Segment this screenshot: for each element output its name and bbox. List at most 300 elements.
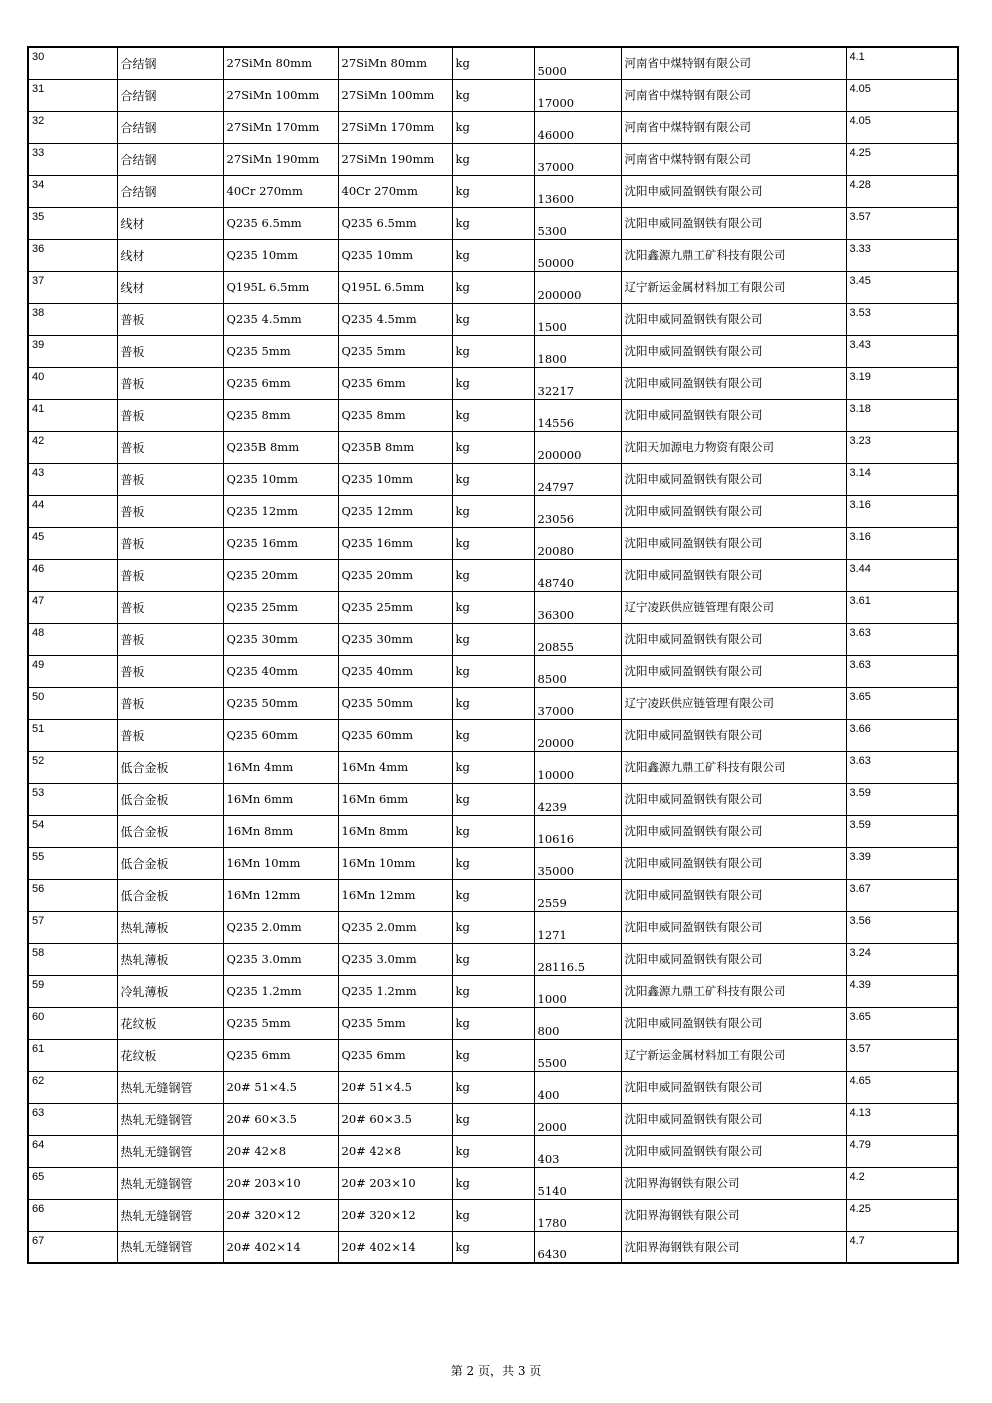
table-row: [28, 47, 958, 79]
specification-cell: 20# 320×12: [223, 1199, 338, 1231]
table-row: [28, 1199, 958, 1231]
material-name-cell: 普板: [117, 719, 223, 751]
table-row: [28, 175, 958, 207]
table-row: [28, 1103, 958, 1135]
table-row: [28, 399, 958, 431]
specification-cell: 16Mn 8mm: [223, 815, 338, 847]
quantity-cell: 14556: [534, 399, 621, 431]
material-name-cell: 普板: [117, 527, 223, 559]
specification-cell: Q235 30mm: [223, 623, 338, 655]
model-cell: 27SiMn 170mm: [338, 111, 452, 143]
material-name-cell: 普板: [117, 495, 223, 527]
table-row: [28, 367, 958, 399]
unit-cell: kg: [452, 399, 534, 431]
supplier-cell: 沈阳界海钢铁有限公司: [621, 1199, 846, 1231]
row-number-cell: 62: [28, 1071, 117, 1103]
material-name-cell: 普板: [117, 367, 223, 399]
specification-cell: Q235 40mm: [223, 655, 338, 687]
supplier-cell: 沈阳申威同盈钢铁有限公司: [621, 943, 846, 975]
material-name-cell: 热轧无缝钢管: [117, 1071, 223, 1103]
supplier-cell: 沈阳申威同盈钢铁有限公司: [621, 847, 846, 879]
material-name-cell: 热轧无缝钢管: [117, 1199, 223, 1231]
supplier-cell: 沈阳申威同盈钢铁有限公司: [621, 719, 846, 751]
unit-price-cell: 3.61: [846, 591, 958, 623]
quantity-cell: 400: [534, 1071, 621, 1103]
table-row: [28, 1167, 958, 1199]
supplier-cell: 沈阳申威同盈钢铁有限公司: [621, 559, 846, 591]
price-table: [27, 46, 959, 1264]
quantity-cell: 20080: [534, 527, 621, 559]
unit-cell: kg: [452, 975, 534, 1007]
quantity-cell: 36300: [534, 591, 621, 623]
supplier-cell: 辽宁新运金属材料加工有限公司: [621, 271, 846, 303]
unit-price-cell: 4.25: [846, 1199, 958, 1231]
material-name-cell: 低合金板: [117, 783, 223, 815]
quantity-cell: 5140: [534, 1167, 621, 1199]
supplier-cell: 辽宁凌跃供应链管理有限公司: [621, 591, 846, 623]
supplier-cell: 沈阳申威同盈钢铁有限公司: [621, 1135, 846, 1167]
table-body: [28, 47, 958, 1263]
unit-price-cell: 3.39: [846, 847, 958, 879]
unit-price-cell: 4.2: [846, 1167, 958, 1199]
unit-price-cell: 3.19: [846, 367, 958, 399]
table-row: [28, 1007, 958, 1039]
model-cell: 27SiMn 190mm: [338, 143, 452, 175]
row-number-cell: 42: [28, 431, 117, 463]
supplier-cell: 沈阳申威同盈钢铁有限公司: [621, 207, 846, 239]
specification-cell: 16Mn 12mm: [223, 879, 338, 911]
table-row: [28, 303, 958, 335]
specification-cell: Q235 3.0mm: [223, 943, 338, 975]
quantity-cell: 23056: [534, 495, 621, 527]
material-name-cell: 花纹板: [117, 1039, 223, 1071]
material-name-cell: 普板: [117, 687, 223, 719]
unit-cell: kg: [452, 847, 534, 879]
material-name-cell: 普板: [117, 303, 223, 335]
quantity-cell: 1000: [534, 975, 621, 1007]
specification-cell: 16Mn 10mm: [223, 847, 338, 879]
unit-price-cell: 3.57: [846, 207, 958, 239]
specification-cell: 40Cr 270mm: [223, 175, 338, 207]
specification-cell: Q235 8mm: [223, 399, 338, 431]
quantity-cell: 46000: [534, 111, 621, 143]
row-number-cell: 46: [28, 559, 117, 591]
model-cell: 20# 51×4.5: [338, 1071, 452, 1103]
specification-cell: Q235 16mm: [223, 527, 338, 559]
model-cell: Q235 3.0mm: [338, 943, 452, 975]
quantity-cell: 6430: [534, 1231, 621, 1263]
unit-cell: kg: [452, 687, 534, 719]
specification-cell: Q235 10mm: [223, 463, 338, 495]
specification-cell: 16Mn 4mm: [223, 751, 338, 783]
row-number-cell: 59: [28, 975, 117, 1007]
model-cell: 16Mn 4mm: [338, 751, 452, 783]
model-cell: Q235 6mm: [338, 1039, 452, 1071]
quantity-cell: 200000: [534, 431, 621, 463]
model-cell: Q235 8mm: [338, 399, 452, 431]
unit-cell: kg: [452, 207, 534, 239]
table-row: [28, 687, 958, 719]
supplier-cell: 沈阳申威同盈钢铁有限公司: [621, 783, 846, 815]
unit-price-cell: 4.28: [846, 175, 958, 207]
quantity-cell: 13600: [534, 175, 621, 207]
row-number-cell: 37: [28, 271, 117, 303]
supplier-cell: 河南省中煤特钢有限公司: [621, 143, 846, 175]
row-number-cell: 64: [28, 1135, 117, 1167]
unit-price-cell: 3.57: [846, 1039, 958, 1071]
table-row: [28, 943, 958, 975]
unit-price-cell: 3.53: [846, 303, 958, 335]
specification-cell: Q235 60mm: [223, 719, 338, 751]
row-number-cell: 56: [28, 879, 117, 911]
supplier-cell: 沈阳申威同盈钢铁有限公司: [621, 1103, 846, 1135]
unit-price-cell: 4.05: [846, 79, 958, 111]
table-row: [28, 815, 958, 847]
model-cell: Q235 40mm: [338, 655, 452, 687]
material-name-cell: 合结钢: [117, 47, 223, 79]
material-name-cell: 合结钢: [117, 143, 223, 175]
unit-price-cell: 3.33: [846, 239, 958, 271]
quantity-cell: 800: [534, 1007, 621, 1039]
table-row: [28, 1071, 958, 1103]
table-row: [28, 783, 958, 815]
unit-price-cell: 3.59: [846, 783, 958, 815]
specification-cell: Q235 6.5mm: [223, 207, 338, 239]
unit-price-cell: 3.18: [846, 399, 958, 431]
specification-cell: 27SiMn 80mm: [223, 47, 338, 79]
model-cell: Q235 10mm: [338, 239, 452, 271]
model-cell: Q235 10mm: [338, 463, 452, 495]
row-number-cell: 44: [28, 495, 117, 527]
material-name-cell: 花纹板: [117, 1007, 223, 1039]
supplier-cell: 辽宁凌跃供应链管理有限公司: [621, 687, 846, 719]
unit-cell: kg: [452, 559, 534, 591]
material-name-cell: 普板: [117, 399, 223, 431]
unit-cell: kg: [452, 367, 534, 399]
model-cell: Q235 12mm: [338, 495, 452, 527]
model-cell: 27SiMn 80mm: [338, 47, 452, 79]
material-name-cell: 普板: [117, 591, 223, 623]
supplier-cell: 沈阳申威同盈钢铁有限公司: [621, 463, 846, 495]
table-row: [28, 111, 958, 143]
unit-cell: kg: [452, 239, 534, 271]
supplier-cell: 沈阳申威同盈钢铁有限公司: [621, 495, 846, 527]
supplier-cell: 沈阳申威同盈钢铁有限公司: [621, 911, 846, 943]
specification-cell: Q235 12mm: [223, 495, 338, 527]
unit-cell: kg: [452, 655, 534, 687]
specification-cell: Q235 4.5mm: [223, 303, 338, 335]
quantity-cell: 1500: [534, 303, 621, 335]
row-number-cell: 53: [28, 783, 117, 815]
table-row: [28, 271, 958, 303]
model-cell: Q235 25mm: [338, 591, 452, 623]
unit-cell: kg: [452, 751, 534, 783]
unit-cell: kg: [452, 591, 534, 623]
quantity-cell: 5500: [534, 1039, 621, 1071]
material-name-cell: 普板: [117, 463, 223, 495]
row-number-cell: 34: [28, 175, 117, 207]
row-number-cell: 40: [28, 367, 117, 399]
unit-cell: kg: [452, 719, 534, 751]
supplier-cell: 沈阳界海钢铁有限公司: [621, 1231, 846, 1263]
row-number-cell: 43: [28, 463, 117, 495]
material-name-cell: 合结钢: [117, 175, 223, 207]
unit-price-cell: 3.59: [846, 815, 958, 847]
supplier-cell: 沈阳申威同盈钢铁有限公司: [621, 335, 846, 367]
material-name-cell: 合结钢: [117, 111, 223, 143]
supplier-cell: 河南省中煤特钢有限公司: [621, 79, 846, 111]
table-row: [28, 239, 958, 271]
unit-cell: kg: [452, 431, 534, 463]
material-name-cell: 热轧薄板: [117, 911, 223, 943]
table-row: [28, 1039, 958, 1071]
model-cell: Q235 30mm: [338, 623, 452, 655]
supplier-cell: 沈阳申威同盈钢铁有限公司: [621, 815, 846, 847]
unit-price-cell: 3.65: [846, 687, 958, 719]
material-name-cell: 热轧无缝钢管: [117, 1135, 223, 1167]
unit-price-cell: 4.79: [846, 1135, 958, 1167]
supplier-cell: 沈阳申威同盈钢铁有限公司: [621, 527, 846, 559]
model-cell: 27SiMn 100mm: [338, 79, 452, 111]
specification-cell: 20# 42×8: [223, 1135, 338, 1167]
material-name-cell: 冷轧薄板: [117, 975, 223, 1007]
row-number-cell: 47: [28, 591, 117, 623]
material-name-cell: 线材: [117, 207, 223, 239]
row-number-cell: 39: [28, 335, 117, 367]
quantity-cell: 17000: [534, 79, 621, 111]
unit-price-cell: 3.65: [846, 1007, 958, 1039]
material-name-cell: 低合金板: [117, 751, 223, 783]
specification-cell: 20# 402×14: [223, 1231, 338, 1263]
material-name-cell: 低合金板: [117, 879, 223, 911]
model-cell: Q195L 6.5mm: [338, 271, 452, 303]
row-number-cell: 67: [28, 1231, 117, 1263]
supplier-cell: 沈阳鑫源九鼎工矿科技有限公司: [621, 975, 846, 1007]
material-name-cell: 热轧无缝钢管: [117, 1231, 223, 1263]
supplier-cell: 沈阳申威同盈钢铁有限公司: [621, 1007, 846, 1039]
supplier-cell: 辽宁新运金属材料加工有限公司: [621, 1039, 846, 1071]
unit-cell: kg: [452, 527, 534, 559]
supplier-cell: 沈阳申威同盈钢铁有限公司: [621, 655, 846, 687]
row-number-cell: 33: [28, 143, 117, 175]
table-row: [28, 655, 958, 687]
quantity-cell: 50000: [534, 239, 621, 271]
specification-cell: Q235 20mm: [223, 559, 338, 591]
unit-cell: kg: [452, 1167, 534, 1199]
material-name-cell: 普板: [117, 335, 223, 367]
model-cell: 20# 402×14: [338, 1231, 452, 1263]
unit-price-cell: 4.25: [846, 143, 958, 175]
unit-price-cell: 3.14: [846, 463, 958, 495]
material-name-cell: 普板: [117, 559, 223, 591]
table-row: [28, 527, 958, 559]
quantity-cell: 5000: [534, 47, 621, 79]
unit-cell: kg: [452, 79, 534, 111]
specification-cell: 20# 51×4.5: [223, 1071, 338, 1103]
unit-cell: kg: [452, 623, 534, 655]
row-number-cell: 31: [28, 79, 117, 111]
quantity-cell: 10000: [534, 751, 621, 783]
material-name-cell: 热轧无缝钢管: [117, 1103, 223, 1135]
model-cell: Q235 1.2mm: [338, 975, 452, 1007]
table-row: [28, 79, 958, 111]
specification-cell: Q235 2.0mm: [223, 911, 338, 943]
unit-price-cell: 4.65: [846, 1071, 958, 1103]
unit-price-cell: 3.16: [846, 495, 958, 527]
unit-cell: kg: [452, 495, 534, 527]
table-row: [28, 975, 958, 1007]
quantity-cell: 2559: [534, 879, 621, 911]
quantity-cell: 10616: [534, 815, 621, 847]
supplier-cell: 河南省中煤特钢有限公司: [621, 47, 846, 79]
material-name-cell: 热轧无缝钢管: [117, 1167, 223, 1199]
row-number-cell: 30: [28, 47, 117, 79]
table-row: [28, 495, 958, 527]
unit-cell: kg: [452, 111, 534, 143]
quantity-cell: 1800: [534, 335, 621, 367]
specification-cell: 27SiMn 170mm: [223, 111, 338, 143]
unit-cell: kg: [452, 783, 534, 815]
supplier-cell: 沈阳申威同盈钢铁有限公司: [621, 367, 846, 399]
supplier-cell: 沈阳鑫源九鼎工矿科技有限公司: [621, 239, 846, 271]
table-row: [28, 847, 958, 879]
unit-price-cell: 3.66: [846, 719, 958, 751]
material-name-cell: 热轧薄板: [117, 943, 223, 975]
row-number-cell: 48: [28, 623, 117, 655]
unit-cell: kg: [452, 815, 534, 847]
material-name-cell: 普板: [117, 655, 223, 687]
model-cell: Q235 4.5mm: [338, 303, 452, 335]
unit-cell: kg: [452, 175, 534, 207]
material-name-cell: 合结钢: [117, 79, 223, 111]
specification-cell: Q235 6mm: [223, 1039, 338, 1071]
specification-cell: Q235 25mm: [223, 591, 338, 623]
unit-price-cell: 3.56: [846, 911, 958, 943]
supplier-cell: 沈阳申威同盈钢铁有限公司: [621, 303, 846, 335]
unit-cell: kg: [452, 143, 534, 175]
row-number-cell: 66: [28, 1199, 117, 1231]
specification-cell: 27SiMn 190mm: [223, 143, 338, 175]
unit-cell: kg: [452, 1231, 534, 1263]
model-cell: Q235 60mm: [338, 719, 452, 751]
quantity-cell: 200000: [534, 271, 621, 303]
quantity-cell: 1271: [534, 911, 621, 943]
model-cell: Q235 16mm: [338, 527, 452, 559]
unit-price-cell: 3.24: [846, 943, 958, 975]
quantity-cell: 32217: [534, 367, 621, 399]
row-number-cell: 58: [28, 943, 117, 975]
quantity-cell: 37000: [534, 687, 621, 719]
row-number-cell: 63: [28, 1103, 117, 1135]
model-cell: 40Cr 270mm: [338, 175, 452, 207]
row-number-cell: 51: [28, 719, 117, 751]
supplier-cell: 沈阳申威同盈钢铁有限公司: [621, 175, 846, 207]
specification-cell: 20# 60×3.5: [223, 1103, 338, 1135]
model-cell: 16Mn 12mm: [338, 879, 452, 911]
specification-cell: 20# 203×10: [223, 1167, 338, 1199]
specification-cell: Q235 10mm: [223, 239, 338, 271]
unit-price-cell: 4.05: [846, 111, 958, 143]
model-cell: 16Mn 6mm: [338, 783, 452, 815]
supplier-cell: 沈阳界海钢铁有限公司: [621, 1167, 846, 1199]
row-number-cell: 61: [28, 1039, 117, 1071]
model-cell: 20# 42×8: [338, 1135, 452, 1167]
unit-price-cell: 3.43: [846, 335, 958, 367]
supplier-cell: 沈阳天加源电力物资有限公司: [621, 431, 846, 463]
unit-price-cell: 3.45: [846, 271, 958, 303]
table-row: [28, 911, 958, 943]
unit-price-cell: 4.1: [846, 47, 958, 79]
specification-cell: 27SiMn 100mm: [223, 79, 338, 111]
quantity-cell: 403: [534, 1135, 621, 1167]
material-name-cell: 普板: [117, 623, 223, 655]
material-name-cell: 普板: [117, 431, 223, 463]
row-number-cell: 35: [28, 207, 117, 239]
row-number-cell: 41: [28, 399, 117, 431]
table-row: [28, 591, 958, 623]
unit-cell: kg: [452, 879, 534, 911]
row-number-cell: 57: [28, 911, 117, 943]
unit-cell: kg: [452, 943, 534, 975]
row-number-cell: 54: [28, 815, 117, 847]
table-row: [28, 719, 958, 751]
table-row: [28, 751, 958, 783]
model-cell: Q235 2.0mm: [338, 911, 452, 943]
model-cell: 16Mn 8mm: [338, 815, 452, 847]
supplier-cell: 沈阳鑫源九鼎工矿科技有限公司: [621, 751, 846, 783]
unit-cell: kg: [452, 1071, 534, 1103]
model-cell: 20# 60×3.5: [338, 1103, 452, 1135]
unit-price-cell: 3.63: [846, 623, 958, 655]
quantity-cell: 20000: [534, 719, 621, 751]
table-row: [28, 335, 958, 367]
quantity-cell: 28116.5: [534, 943, 621, 975]
unit-cell: kg: [452, 271, 534, 303]
specification-cell: Q235 50mm: [223, 687, 338, 719]
table-row: [28, 623, 958, 655]
specification-cell: 16Mn 6mm: [223, 783, 338, 815]
row-number-cell: 36: [28, 239, 117, 271]
unit-price-cell: 3.16: [846, 527, 958, 559]
quantity-cell: 8500: [534, 655, 621, 687]
unit-cell: kg: [452, 911, 534, 943]
row-number-cell: 60: [28, 1007, 117, 1039]
row-number-cell: 49: [28, 655, 117, 687]
quantity-cell: 2000: [534, 1103, 621, 1135]
specification-cell: Q235 1.2mm: [223, 975, 338, 1007]
unit-cell: kg: [452, 1103, 534, 1135]
table-row: [28, 207, 958, 239]
table-row: [28, 1135, 958, 1167]
unit-cell: kg: [452, 463, 534, 495]
supplier-cell: 沈阳申威同盈钢铁有限公司: [621, 399, 846, 431]
row-number-cell: 38: [28, 303, 117, 335]
specification-cell: Q235 5mm: [223, 1007, 338, 1039]
row-number-cell: 32: [28, 111, 117, 143]
model-cell: Q235 6.5mm: [338, 207, 452, 239]
model-cell: Q235B 8mm: [338, 431, 452, 463]
model-cell: 20# 320×12: [338, 1199, 452, 1231]
model-cell: Q235 5mm: [338, 335, 452, 367]
unit-price-cell: 3.44: [846, 559, 958, 591]
quantity-cell: 5300: [534, 207, 621, 239]
unit-cell: kg: [452, 1039, 534, 1071]
quantity-cell: 1780: [534, 1199, 621, 1231]
specification-cell: Q235 6mm: [223, 367, 338, 399]
unit-price-cell: 4.39: [846, 975, 958, 1007]
table-row: [28, 143, 958, 175]
supplier-cell: 沈阳申威同盈钢铁有限公司: [621, 623, 846, 655]
